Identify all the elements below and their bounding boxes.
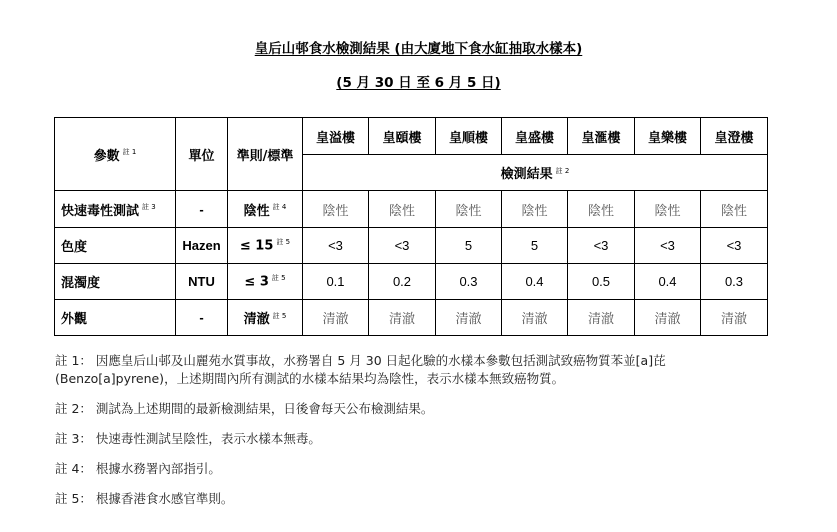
result-cell: 0.3 [701,264,768,300]
result-cell: 0.1 [303,264,369,300]
result-cell: 5 [502,228,568,264]
standard-note: 註 5 [272,311,287,320]
result-cell: 0.4 [635,264,701,300]
note-2: 註 2： 測試為上述期間的最新檢測結果，日後會每天公布檢測結果。 [55,401,434,416]
standard-note: 註 5 [271,274,286,283]
table-row [55,191,768,228]
result-cell: 陰性 [436,191,502,228]
unit-cell: - [176,300,228,336]
param-cell [55,300,176,336]
result-cell: 0.3 [436,264,502,300]
results-header-label: 檢測結果 [500,167,553,182]
result-cell: 清澈 [436,300,502,336]
results-header [303,155,768,191]
building-header: 皇滙樓 [568,118,635,155]
param-label: 外觀 [61,312,88,327]
standard-cell [228,191,303,228]
building-header: 皇頤樓 [369,118,436,155]
result-cell: 陰性 [701,191,768,228]
param-cell [55,264,176,300]
result-cell: 清澈 [502,300,568,336]
page-subtitle: (5 月 30 日 至 6 月 5 日) [336,75,501,91]
result-cell: 陰性 [502,191,568,228]
table-row [55,228,768,264]
result-cell: 0.5 [568,264,635,300]
param-label: 混濁度 [61,276,101,291]
note-5: 註 5： 根據香港食水感官準則。 [55,491,234,506]
result-cell: 陰性 [635,191,701,228]
table-row [55,300,768,336]
result-cell: <3 [635,228,701,264]
page-title: 皇后山邨食水檢測結果 (由大廈地下食水缸抽取水樣本) [254,41,583,57]
unit-cell: - [176,191,228,228]
result-cell: 陰性 [369,191,436,228]
result-cell: 清澈 [303,300,369,336]
standard-note: 註 4 [272,203,287,212]
param-header-note: 註 1 [122,148,137,157]
param-cell [55,191,176,228]
result-cell: 5 [436,228,502,264]
standard-value: ≤ 3 [244,274,269,290]
result-cell: <3 [369,228,436,264]
param-label: 色度 [61,240,88,255]
standard-value: 清澈 [243,312,270,327]
unit-cell: Hazen [176,228,228,264]
standard-value: 陰性 [243,203,270,219]
result-cell: 0.2 [369,264,436,300]
standard-cell [228,300,303,336]
result-cell: <3 [568,228,635,264]
result-cell: 清澈 [701,300,768,336]
note-1: 註 1： 因應皇后山邨及山麗苑水質事故，水務署自 5 月 30 日起化驗的水樣本參數包括測試致癌物質苯並[a]芘 (Benzo[a]pyrene)，上述期間內所有測試的水樣本結果均為陰性，表示水樣本無致癌物質。 [55,353,666,386]
param-note: 註 3 [142,203,156,212]
notes-section [55,352,755,520]
results-table [54,117,768,336]
param-label: 快速毒性測試 [61,203,140,219]
note-4: 註 4： 根據水務署內部指引。 [55,461,221,476]
standard-note: 註 5 [276,238,291,247]
building-header: 皇盛樓 [502,118,568,155]
result-cell: <3 [701,228,768,264]
table-row [55,264,768,300]
standard-value: ≤ 15 [239,238,274,254]
results-header-note: 註 2 [555,166,570,175]
building-header: 皇樂樓 [635,118,701,155]
param-header [55,118,176,191]
building-header: 皇澄樓 [701,118,768,155]
standard-header: 準則/標準 [228,118,303,191]
standard-cell [228,264,303,300]
result-cell: 0.4 [502,264,568,300]
result-cell: 清澈 [369,300,436,336]
unit-cell: NTU [176,264,228,300]
building-header: 皇溢樓 [303,118,369,155]
unit-header: 單位 [176,118,228,191]
result-cell: 陰性 [303,191,369,228]
result-cell: <3 [303,228,369,264]
header-row [55,118,768,155]
param-header-label: 參數 [93,148,120,164]
result-cell: 陰性 [568,191,635,228]
building-header: 皇順樓 [436,118,502,155]
param-cell [55,228,176,264]
result-cell: 清澈 [568,300,635,336]
result-cell: 清澈 [635,300,701,336]
standard-cell [228,228,303,264]
note-3: 註 3： 快速毒性測試呈陰性，表示水樣本無毒。 [55,431,321,446]
